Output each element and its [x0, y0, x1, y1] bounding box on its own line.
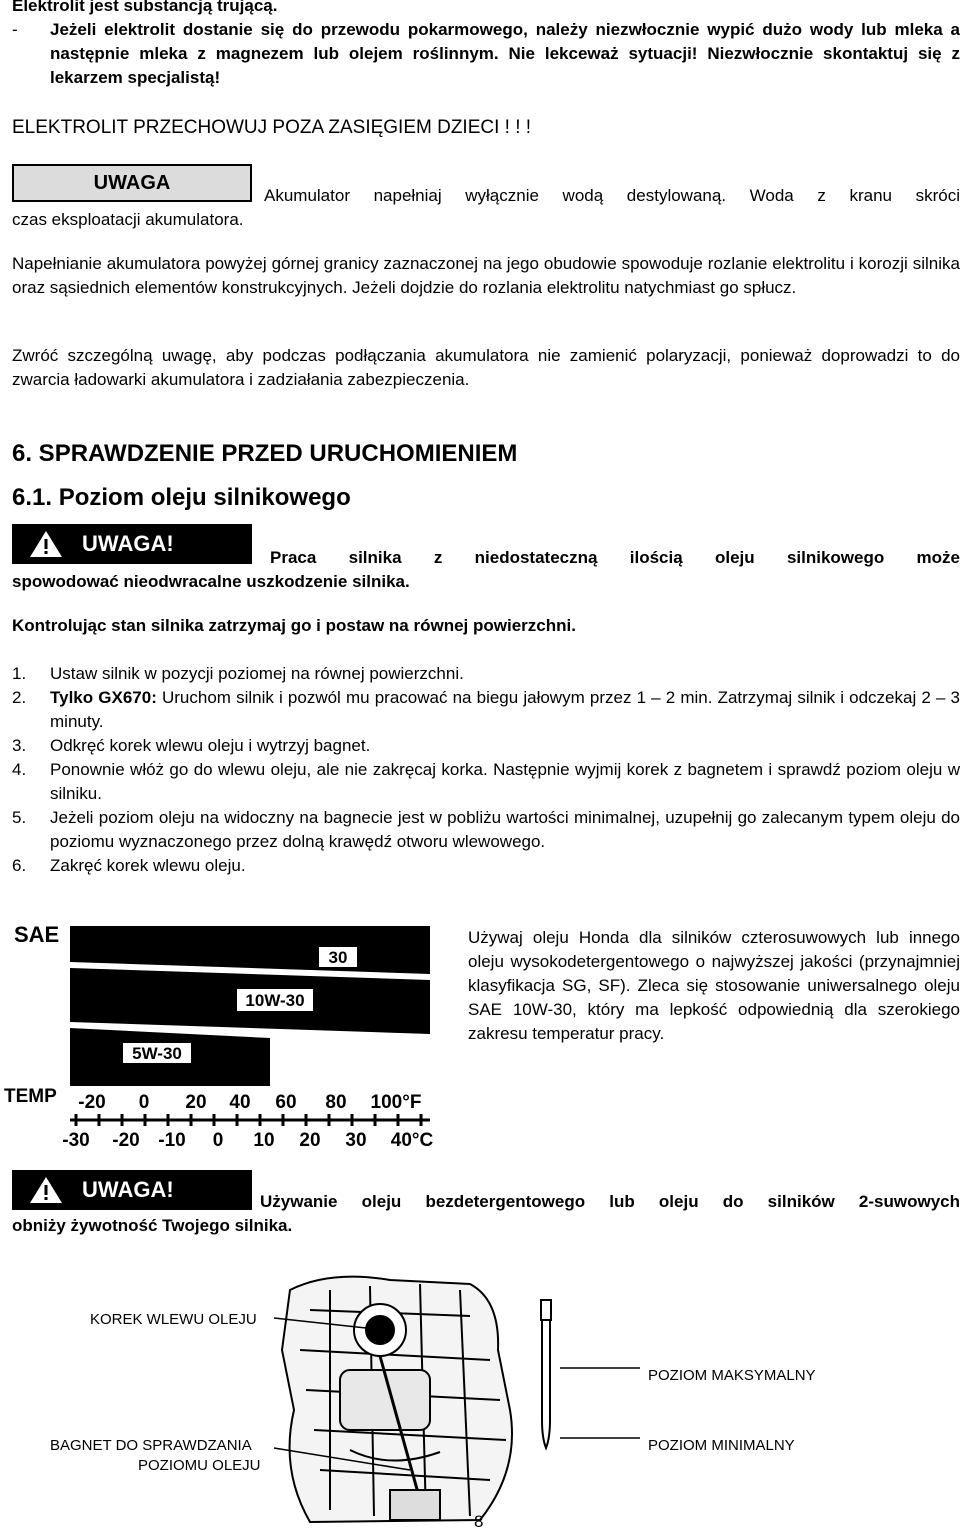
uwaga-warning-label: UWAGA!	[82, 531, 174, 556]
celsius-tick: -10	[158, 1130, 186, 1151]
celsius-tick: 10	[253, 1130, 275, 1151]
sae-label: SAE	[14, 922, 60, 947]
overfill-paragraph: Napełnianie akumulatora powyżej górnej granicy zaznaczonej na jego obudowie spowoduje rozlanie elektrolitu i korozji silnika oraz sąsiednich elementów konstrukcyjnych. Jeżeli dojdzie do rozlania elektrolitu natychmiast go spłucz.	[12, 254, 960, 297]
children-warning: ELEKTROLIT PRZECHOWUJ POZA ZASIĘGIEM DZIECI ! ! !	[12, 117, 532, 138]
grade-band-30	[70, 926, 430, 974]
uwaga-warning-label-2: UWAGA!	[82, 1177, 174, 1202]
grade-label-10w30: 10W-30	[245, 991, 305, 1010]
celsius-tick: 0	[212, 1130, 224, 1151]
list-item: 3. Odkręć korek wlewu oleju i wytrzyj bagnet.	[12, 736, 371, 755]
distilled-water-note: Akumulator napełniaj wyłącznie wodą destylowaną. Woda z kranu skróci	[264, 186, 960, 205]
low-oil-warning-cont: spowodować nieodwracalne uszkodzenie silnika.	[12, 572, 410, 591]
grade-label-30: 30	[328, 948, 348, 967]
min-level-label: POZIOM MINIMALNY	[648, 1437, 795, 1454]
polarity-paragraph: Zwróć szczególną uwagę, aby podczas podłączania akumulatora nie zamienić polaryzacji, ponieważ doprowadzi to do zwarcia ładowarki akumulatora i zadziałania zabezpieczenia.	[12, 346, 960, 389]
electrolyte-ingestion-warning: Jeżeli elektrolit dostanie się do przewodu pokarmowego, należy niezwłocznie wypić dużo wody lub mleka a następnie mleka z magnezem lub olejem roślinnym. Nie lekceważ sytuacji! Niezwłocznie skontaktuj się z lekarzem specjalistą!	[50, 20, 960, 87]
celsius-tick: -30	[62, 1130, 90, 1151]
warning-triangle-icon	[28, 1175, 64, 1205]
max-level-label: POZIOM MAKSYMALNY	[648, 1367, 816, 1384]
list-item: 2. Tylko GX670: Uruchom silnik i pozwól mu pracować na biegu jałowym przez 1 – 2 min. Zatrzymaj silnik i odczekaj 2 – 3 minuty.	[12, 688, 960, 731]
electrolyte-title: Elektrolit jest substancją trującą.	[12, 0, 278, 15]
bullet-dash: -	[12, 20, 18, 39]
distilled-water-note-cont: czas eksploatacji akumulatora.	[12, 210, 244, 229]
non-detergent-oil-warning-cont: obniży żywotność Twojego silnika.	[12, 1216, 293, 1235]
fahrenheit-tick: 100°F	[370, 1092, 422, 1113]
celsius-tick: 30	[345, 1130, 367, 1151]
celsius-tick: 40°C	[390, 1130, 434, 1151]
list-item: 4. Ponownie włóż go do wlewu oleju, ale nie zakręcaj korka. Następnie wyjmij korek z bagnetem i sprawdź poziom oleju w silniku.	[12, 760, 960, 803]
uwaga-warning-badge	[12, 524, 252, 564]
section-6-1-heading: 6.1. Poziom oleju silnikowego	[12, 484, 351, 511]
dipstick-label: BAGNET DO SPRAWDZANIA	[50, 1437, 252, 1454]
oil-advice-paragraph: Używaj oleju Honda dla silników czterosuwowych lub innego oleju wysokodetergentowego o najwyższej jakości (przynajmniej klasyfikacja SG, SF). Zleca się stosowanie uniwersalnego oleju SAE 10W-30, który ma lepkość odpowiednią dla szerokiego zakresu temperatur pracy.	[468, 928, 960, 1043]
fahrenheit-tick: 80	[325, 1092, 347, 1113]
list-item: 1. Ustaw silnik w pozycji poziomej na równej powierzchni.	[12, 664, 464, 683]
fahrenheit-tick: 20	[185, 1092, 207, 1113]
uwaga-warning-badge-2	[12, 1170, 252, 1210]
sae-viscosity-chart	[0, 916, 450, 1156]
list-item: 6. Zakręć korek wlewu oleju.	[12, 856, 246, 875]
warning-triangle-icon	[28, 529, 64, 559]
dipstick-icon	[541, 1300, 551, 1448]
list-item: 5. Jeżeli poziom oleju na widoczny na bagnecie jest w pobliżu wartości minimalnej, uzupełnij go zalecanym typem oleju do poziomu wyznaczonego przez dolną krawędź otworu wlewowego.	[12, 808, 960, 851]
uwaga-badge	[12, 164, 252, 202]
fahrenheit-tick: 0	[138, 1092, 150, 1113]
low-oil-warning: Praca silnika z niedostateczną ilością oleju silnikowego może	[270, 548, 960, 567]
fahrenheit-tick: 40	[229, 1092, 251, 1113]
control-note: Kontrolując stan silnika zatrzymaj go i postaw na równej powierzchni.	[12, 616, 576, 635]
page-number: 8	[474, 1512, 484, 1531]
grade-label-5w30: 5W-30	[132, 1044, 182, 1063]
temperature-scale-ruler	[70, 1114, 430, 1126]
engine-oil-filler-illustration	[270, 1270, 690, 1530]
steps-list	[12, 662, 960, 878]
non-detergent-oil-warning: Używanie oleju bezdetergentowego lub oleju do silników 2-suwowych	[260, 1192, 960, 1211]
oil-cap-label: KOREK WLEWU OLEJU	[90, 1311, 257, 1328]
section-6-heading: 6. SPRAWDZENIE PRZED URUCHOMIENIEM	[12, 440, 518, 467]
celsius-tick: -20	[112, 1130, 140, 1151]
temp-label: TEMP	[4, 1086, 57, 1107]
celsius-tick: 20	[299, 1130, 321, 1151]
fahrenheit-tick: -20	[78, 1092, 106, 1113]
fahrenheit-tick: 60	[275, 1092, 297, 1113]
uwaga-badge-label: UWAGA	[93, 172, 171, 194]
dipstick-label-cont: POZIOMU OLEJU	[138, 1457, 261, 1474]
